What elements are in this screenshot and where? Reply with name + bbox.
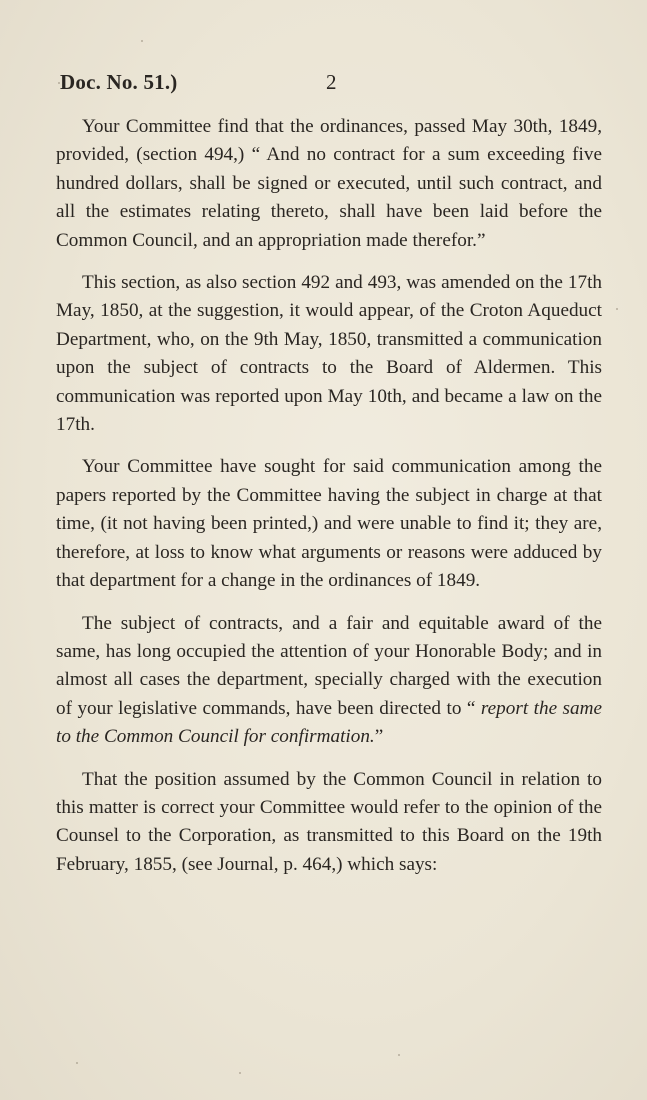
- page-header: [60, 70, 360, 100]
- paragraph-text: This section, as also section 492 and 493, was amended on the 17th May, 1850, at the suggestion, it would appear, of the Croton Aqueduct Department, who, on the 9th May, 1850, transmitted a communication upon the subject of contracts to the Board of Aldermen. This communication was reported upon May 10th, and became a law on the 17th.: [56, 272, 602, 436]
- paragraph-text: That the position assumed by the Common Council in relation to this matter is correct your Committee would refer to the opinion of the Counsel to the Corporation, as transmitted to this Board on the 19th February, 1855, (see Journal, p. 464,) which says:: [56, 768, 602, 875]
- paragraph-text: Your Committee find that the ordinances, passed May 30th, 1849, provided, (section 494,) “ And no contract for a sum exceeding five hundred dollars, shall be signed or executed, until such contract, and all the estimates relating thereto, shall have been laid before the Common Council, and an appropriation made therefor.”: [56, 116, 602, 251]
- paragraph-text: Your Committee have sought for said communication among the papers reported by the Committee having the subject in charge at that time, (it not having been printed,) and were unable to find it; they are, therefore, at loss to know what arguments or reasons were adduced by that department for a change in the ordinances of 1849.: [56, 456, 602, 592]
- paragraph: [56, 453, 602, 595]
- paragraph-text: The subject of contracts, and a fair and equitable award of the same, has long occupied the attention of your Honorable Body; and in almost all cases the department, specially charged with the execution of your legislative commands, have been directed to “: [56, 612, 602, 719]
- paper-speck: [58, 82, 60, 84]
- page-number: 2: [326, 70, 337, 94]
- quoted-instruction: report the same to the Common Council for confirmation.: [56, 697, 602, 748]
- paragraph: [56, 766, 602, 880]
- paper-speck: [398, 1054, 400, 1056]
- paragraph: [56, 113, 602, 255]
- document-body: [56, 113, 602, 893]
- paragraph: [56, 610, 602, 752]
- paper-speck: [141, 40, 143, 42]
- closing-quote: ”: [374, 726, 384, 748]
- paper-speck: [616, 308, 618, 310]
- document-label: Doc. No. 51.): [60, 70, 178, 94]
- paragraph: [56, 269, 602, 439]
- paper-speck: [76, 1062, 78, 1064]
- paper-speck: [239, 1072, 241, 1074]
